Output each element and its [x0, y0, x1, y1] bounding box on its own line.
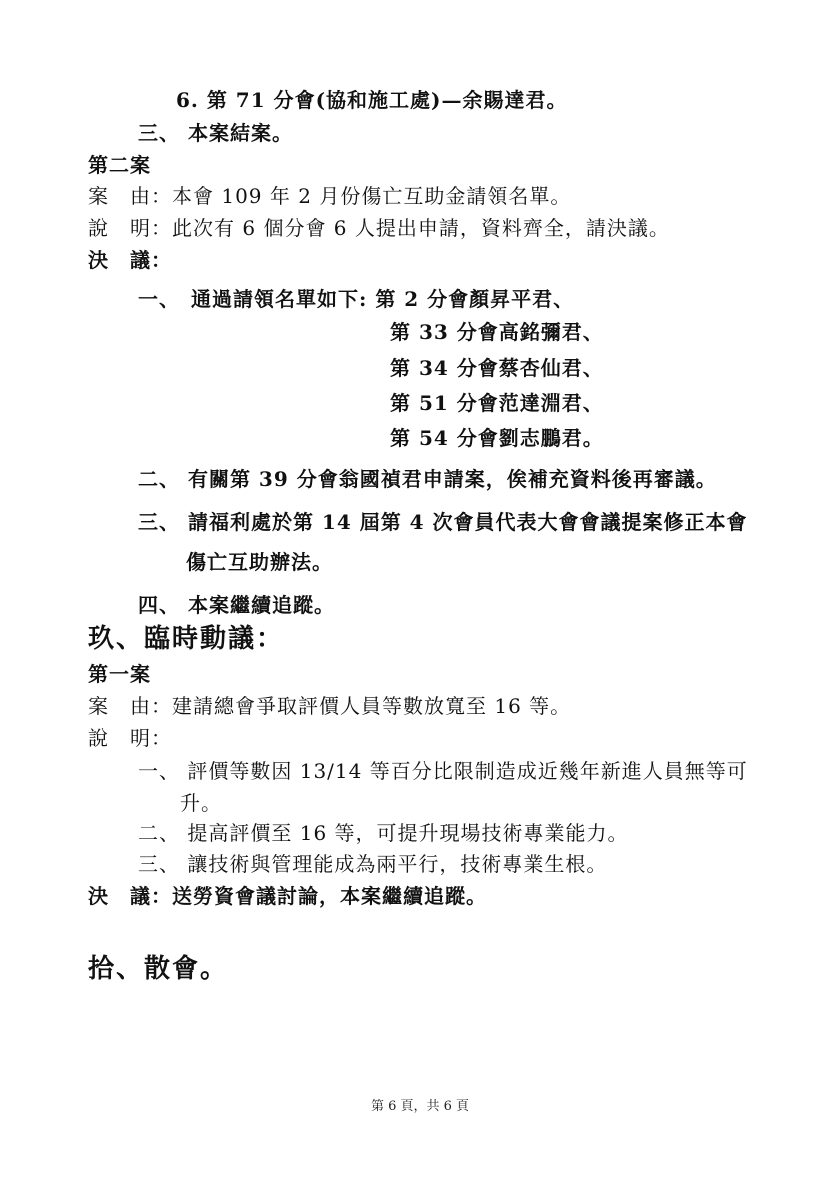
- case2-name-2: 第 34 分會蔡杏仙君、: [390, 356, 604, 380]
- case2-resolution-1: 一、 通過請領名單如下: 第 2 分會顏昇平君、: [138, 287, 575, 311]
- case2-reason: 案 由：本會 109 年 2 月份傷亡互助金請領名單。: [88, 184, 572, 208]
- case2-name-4: 第 54 分會劉志鵬君。: [390, 426, 604, 450]
- case2-resolution-3-cont: 傷亡互助辦法。: [186, 550, 333, 574]
- page-number: 第 6 頁，共 6 頁: [370, 1099, 470, 1114]
- case2-name-3: 第 51 分會范達淵君、: [390, 391, 604, 415]
- case2-explanation: 說 明：此次有 6 個分會 6 人提出申請，資料齊全，請決議。: [88, 216, 670, 240]
- case2-name-1: 第 33 分會高銘彌君、: [390, 320, 604, 344]
- case2-resolution-label: 決 議：: [88, 248, 172, 272]
- section9-explanation-3: 三、 讓技術與管理能成為兩平行，技術專業生根。: [138, 852, 608, 876]
- section9-reason: 案 由：建請總會爭取評價人員等數放寬至 16 等。: [88, 694, 572, 718]
- section10-heading: 拾、散會。: [88, 954, 229, 984]
- prev-item-3: 三、 本案結案。: [138, 121, 293, 145]
- case2-resolution-3: 三、 請福利處於第 14 屆第 4 次會員代表大會會議提案修正本會: [138, 510, 748, 534]
- section9-explanation-1: 一、 評價等數因 13/14 等百分比限制造成近幾年新進人員無等可: [138, 759, 748, 783]
- prev-item-6: 6. 第 71 分會(協和施工處)—余賜達君。: [176, 88, 568, 112]
- section9-heading: 玖、臨時動議：: [88, 624, 285, 654]
- section9-explanation-1-cont: 升。: [180, 791, 222, 815]
- section9-case-title: 第一案: [88, 662, 151, 686]
- section9-resolution: 決 議：送勞資會議討論，本案繼續追蹤。: [88, 884, 487, 908]
- case2-title: 第二案: [88, 153, 151, 177]
- case2-resolution-4: 四、 本案繼續追蹤。: [138, 593, 335, 617]
- section9-explanation-2: 二、 提高評價至 16 等，可提升現場技術專業能力。: [138, 821, 629, 845]
- section9-explanation-label: 說 明：: [88, 726, 172, 750]
- case2-resolution-2: 二、 有關第 39 分會翁國禎君申請案，俟補充資料後再審議。: [138, 467, 717, 491]
